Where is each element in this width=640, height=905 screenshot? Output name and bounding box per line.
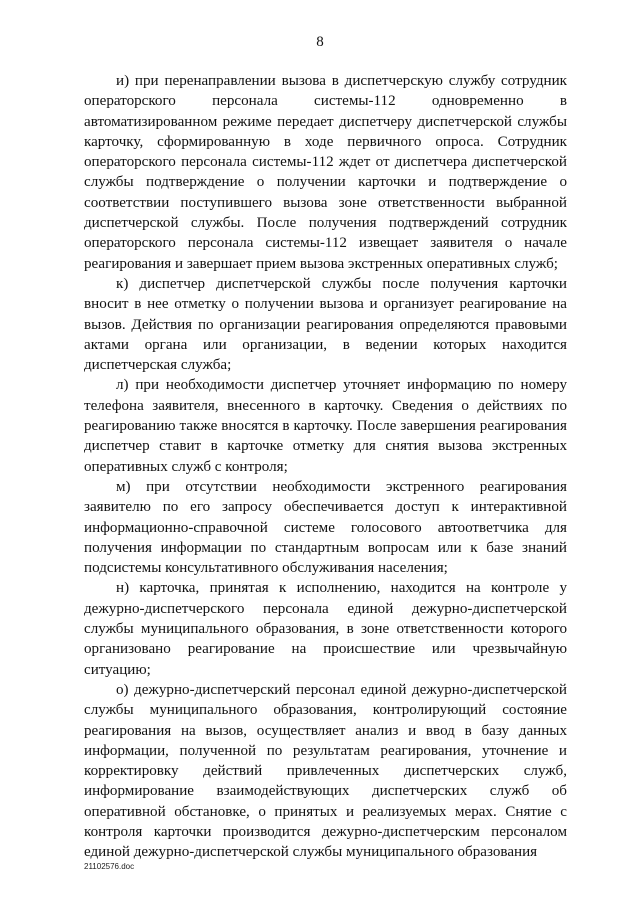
page-number: 8 [316,34,324,50]
paragraph-item-l: л) при необходимости диспетчер уточняет информацию по номеру телефона заявителя, внесенного в карточку. Сведения о действиях по реагированию также вносятся в карточку. После завершения реагирования диспетчер ставит в карточке отметку для снятия вызова экстренных оперативных служб с контроля; [84,377,567,475]
footer-filename: 21102576.doc [84,862,135,871]
paragraph-item-o: о) дежурно-диспетчерский персонал единой дежурно-диспетчерской службы муниципального образования, контролирующий состояние реагирования на вызов, осуществляет анализ и ввод в базу данных информации, полученной по результатам реагирования, уточнение и корректировку действий привлеченных диспетчерских служб, информирование взаимодействующих диспетчерских служб об оперативной обстановке, о принятых и реализуемых мерах. Снятие с контроля карточки производится дежурно-диспетчерским персоналом единой дежурно-диспетчерской службы муниципального образования [84,681,567,861]
paragraph-item-m: м) при отсутствии необходимости экстренного реагирования заявителю по его запросу обеспечивается доступ к интерактивной информационно-справочной системе голосового автоответчика для получения информации по стандартным вопросам или к базе знаний подсистемы консультативного обслуживания населения; [84,478,567,577]
paragraph-item-i: и) при перенаправлении вызова в диспетчерскую службу сотрудник операторского персонала системы-112 одновременно в автоматизированном режиме передает диспетчеру диспетчерской службы карточку, сформированную в ходе первичного опроса. Сотрудник операторского персонала системы-112 ждет от диспетчера диспетчерской службы подтверждение о получении карточки и подтверждение о соответствии поступившего вызова зоне ответственности выбранной диспетчерской службы. После получения подтверждений сотрудник операторского персонала системы-112 извещает заявителя о начале реагирования и завершает прием вызова экстренных оперативных служб; [84,73,567,272]
document-body [84,71,567,863]
paragraph-item-n: н) карточка, принятая к исполнению, находится на контроле у дежурно-диспетчерского персонала единой дежурно-диспетчерской службы муниципального образования, в зоне ответственности которого организовано реагирование на происшествие или чрезвычайную ситуацию; [84,580,567,678]
paragraph-item-k: к) диспетчер диспетчерской службы после получения карточки вносит в нее отметку о получении вызова и организует реагирование на вызов. Действия по организации реагирования определяются правовыми актами органа или организации, в ведении которых находится диспетчерская служба; [84,275,567,374]
